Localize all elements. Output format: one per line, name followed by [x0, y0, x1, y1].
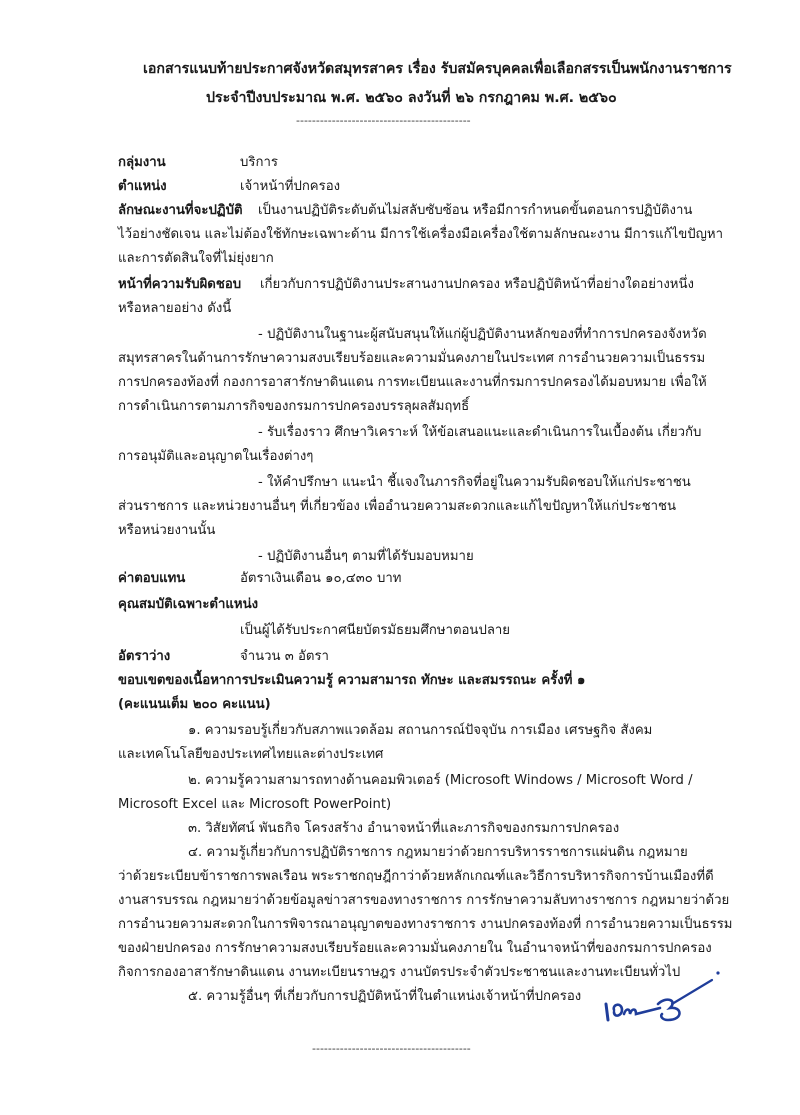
- duty-item-line: - รับเรื่องราว ศึกษาวิเคราะห์ ให้ข้อเสนอแนะและดำเนินการในเบื้องต้น เกี่ยวกับ: [258, 425, 702, 440]
- exam-item-line: ของฝ่ายปกครอง การรักษาความสงบเรียบร้อยและความมั่นคงภายใน ในอำนาจหน้าที่ของกรมการปกครอง: [118, 941, 712, 956]
- exam-item-line: ๑. ความรอบรู้เกี่ยวกับสภาพแวดล้อม สถานการณ์ปัจจุบัน การเมือง เศรษฐกิจ สังคม: [188, 723, 653, 738]
- exam-item-line: ๒. ความรู้ความสามารถทางด้านคอมพิวเตอร์ (Microsoft Windows / Microsoft Word /: [188, 773, 693, 788]
- exam-item-line: ๕. ความรู้อื่นๆ ที่เกี่ยวกับการปฏิบัติหน้าที่ในตำแหน่งเจ้าหน้าที่ปกครอง: [188, 989, 582, 1004]
- exam-item-line: Microsoft Excel และ Microsoft PowerPoint): [118, 797, 392, 812]
- nature-line: และการตัดสินใจที่ไม่ยุ่งยาก: [118, 251, 274, 266]
- qualification-label: คุณสมบัติเฉพาะตำแหน่ง: [118, 597, 259, 612]
- duty-item-line: ส่วนราชการ และหน่วยงานอื่นๆ ที่เกี่ยวข้อง เพื่ออำนวยความสะดวกและแก้ไขปัญหาให้แก่ประชาชน: [118, 499, 677, 514]
- vacancy-value: จำนวน ๓ อัตรา: [240, 649, 329, 664]
- exam-item-line: และเทคโนโลยีของประเทศไทยและต่างประเทศ: [118, 747, 384, 762]
- exam-item-line: การอำนวยความสะดวกในการพิจารณาอนุญาตของทางราชการ งานปกครองท้องที่ การอำนวยความเป็นธรรม: [118, 917, 733, 932]
- duty-item-line: - ให้คำปรึกษา แนะนำ ชี้แจงในภารกิจที่อยู่ในความรับผิดชอบให้แก่ประชาชน: [258, 475, 691, 490]
- group-value: บริการ: [240, 155, 278, 170]
- duty-label: หน้าที่ความรับผิดชอบ: [118, 277, 242, 292]
- duty-item-line: สมุทรสาครในด้านการรักษาความสงบเรียบร้อยและความมั่นคงภายในประเทศ การอำนวยความเป็นธรรม: [118, 351, 706, 366]
- exam-item-line: ๓. วิสัยทัศน์ พันธกิจ โครงสร้าง อำนาจหน้าที่และภารกิจของกรมการปกครอง: [188, 821, 620, 836]
- footer-divider: ----------------------------------------: [312, 1042, 471, 1055]
- title-divider: --------------------------------------------: [296, 114, 471, 127]
- exam-item-line: ว่าด้วยระเบียบข้าราชการพลเรือน พระราชกฤษฎีกาว่าด้วยหลักเกณฑ์และวิธีการบริหารกิจการบ้านเมืองที่ดี: [118, 869, 714, 884]
- duty-item-line: - ปฏิบัติงานอื่นๆ ตามที่ได้รับมอบหมาย: [258, 549, 474, 564]
- nature-line: เป็นงานปฏิบัติระดับต้นไม่สลับซับซ้อน หรือมีการกำหนดขั้นตอนการปฏิบัติงาน: [258, 203, 693, 218]
- qualification-value: เป็นผู้ได้รับประกาศนียบัตรมัธยมศึกษาตอนปลาย: [240, 623, 511, 638]
- nature-line: ไว้อย่างชัดเจน และไม่ต้องใช้ทักษะเฉพาะด้าน มีการใช้เครื่องมือเครื่องใช้ตามลักษณะงาน มีการแก้ไขปัญหา: [118, 227, 723, 242]
- position-label: ตำแหน่ง: [118, 179, 167, 194]
- duty-item-line: - ปฏิบัติงานในฐานะผู้สนับสนุนให้แก่ผู้ปฏิบัติงานหลักของที่ทำการปกครองจังหวัด: [258, 327, 707, 342]
- exam-item-line: ๔. ความรู้เกี่ยวกับการปฏิบัติราชการ กฎหมายว่าด้วยการบริหารราชการแผ่นดิน กฎหมาย: [188, 845, 688, 860]
- pay-label: ค่าตอบแทน: [118, 571, 186, 586]
- exam-score: (คะแนนเต็ม ๒๐๐ คะแนน): [118, 697, 271, 712]
- exam-heading: ขอบเขตของเนื้อหาการประเมินความรู้ ความสามารถ ทักษะ และสมรรถนะ ครั้งที่ ๑: [118, 673, 586, 688]
- duty-item-line: หรือหน่วยงานนั้น: [118, 523, 216, 538]
- position-value: เจ้าหน้าที่ปกครอง: [240, 179, 341, 194]
- vacancy-label: อัตราว่าง: [118, 649, 171, 664]
- signature-icon: [600, 958, 720, 1028]
- duty-item-line: การดำเนินการตามภารกิจของกรมการปกครองบรรลุผลสัมฤทธิ์: [118, 399, 470, 414]
- exam-item-line: งานสารบรรณ กฎหมายว่าด้วยข้อมูลข่าวสารของทางราชการ การรักษาความลับทางราชการ กฎหมายว่าด้วย: [118, 893, 730, 908]
- duty-line: เกี่ยวกับการปฏิบัติงานประสานงานปกครอง หรือปฏิบัติหน้าที่อย่างใดอย่างหนึ่ง: [260, 277, 694, 292]
- doc-title-line1: เอกสารแนบท้ายประกาศจังหวัดสมุทรสาคร เรื่อง รับสมัครบุคคลเพื่อเลือกสรรเป็นพนักงานราชการ: [143, 61, 732, 77]
- group-label: กลุ่มงาน: [118, 155, 166, 170]
- duty-item-line: การปกครองท้องที่ กองการอาสารักษาดินแดน การทะเบียนและงานที่กรมการปกครองได้มอบหมาย เพื่อให้: [118, 375, 707, 390]
- exam-item-line: กิจการกองอาสารักษาดินแดน งานทะเบียนราษฎร งานบัตรประจำตัวประชาชนและงานทะเบียนทั่วไป: [118, 965, 681, 980]
- duty-item-line: การอนุมัติและอนุญาตในเรื่องต่างๆ: [118, 449, 314, 464]
- duty-line: หรือหลายอย่าง ดังนี้: [118, 301, 232, 316]
- doc-title-line2: ประจำปีงบประมาณ พ.ศ. ๒๕๖๐ ลงวันที่ ๒๖ กรกฎาคม พ.ศ. ๒๕๖๐: [206, 90, 617, 106]
- pay-value: อัตราเงินเดือน ๑๐,๔๓๐ บาท: [240, 571, 402, 586]
- nature-label: ลักษณะงานที่จะปฏิบัติ: [118, 203, 243, 218]
- signature-mark: [600, 958, 720, 1032]
